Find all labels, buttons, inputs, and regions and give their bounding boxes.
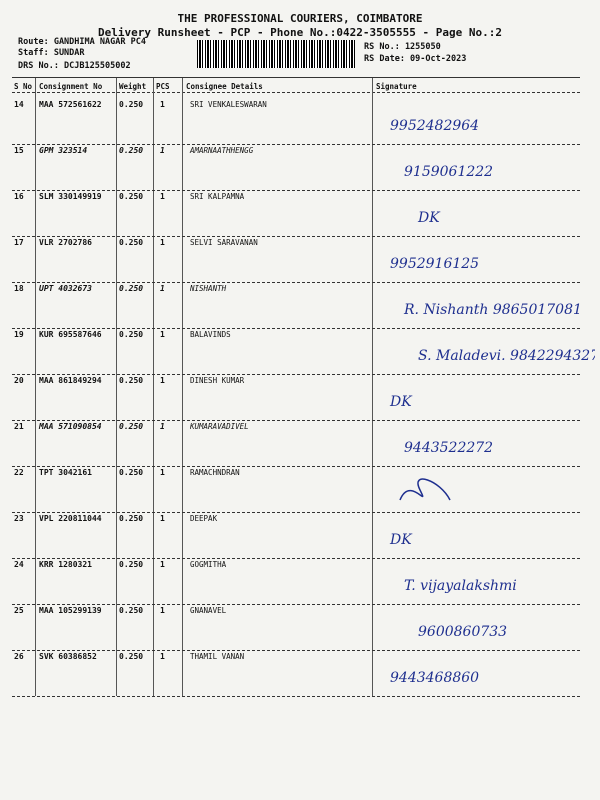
row-separator (12, 282, 580, 283)
row-sno: 21 (14, 422, 24, 431)
handwritten-signature: T. vijayalakshmi (404, 578, 517, 594)
row-consignment-no: MAA 572561622 (39, 100, 102, 109)
col-header-signature: Signature (376, 82, 417, 91)
row-separator (12, 466, 580, 467)
row-separator (12, 190, 580, 191)
handwritten-signature: 9159061222 (404, 164, 494, 180)
row-signature (380, 148, 595, 190)
row-consignee: NISHANTH (190, 284, 227, 293)
row-signature (380, 654, 595, 696)
row-sno: 19 (14, 330, 24, 339)
row-consignment-no: SLM 330149919 (39, 192, 102, 201)
row-consignment-no: SVK 60386852 (39, 652, 97, 661)
row-consignee: BALAVINDS (190, 330, 231, 339)
row-pcs: 1 (160, 238, 165, 247)
row-pcs: 1 (160, 100, 165, 109)
row-consignee: THAMIL VANAN (190, 652, 245, 661)
row-consignee: KUMARAVADIVEL (190, 422, 249, 431)
company-title: THE PROFESSIONAL COURIERS, COIMBATORE (177, 12, 423, 25)
row-consignment-no: KRR 1280321 (39, 560, 92, 569)
col-header-pcs: PCS (156, 82, 170, 91)
row-signature (380, 378, 595, 420)
row-signature (380, 240, 595, 282)
row-signature (380, 470, 595, 512)
col-header-consignee: Consignee Details (186, 82, 263, 91)
col-header-weight: Weight (119, 82, 147, 91)
row-consignee: RAMACHNDRAN (190, 468, 240, 477)
row-weight: 0.250 (119, 284, 144, 293)
row-pcs: 1 (160, 284, 165, 293)
drs-label: DRS No.: DCJB125505002 (18, 61, 131, 71)
handwritten-signature: S. Maladevi. 9842294327 (418, 348, 595, 364)
rs-date-label: RS Date: 09-Oct-2023 (364, 54, 467, 64)
row-pcs: 1 (160, 468, 165, 477)
row-separator (12, 604, 580, 605)
row-separator (12, 650, 580, 651)
row-sno: 26 (14, 652, 24, 661)
row-separator (12, 144, 580, 145)
row-consignment-no: UPT 4032673 (39, 284, 92, 293)
row-separator (12, 696, 580, 697)
row-pcs: 1 (160, 422, 165, 431)
row-consignee: DEEPAK (190, 514, 218, 523)
handwritten-signature: 9443522272 (404, 440, 494, 456)
row-consignee: SELVI SARAVANAN (190, 238, 258, 247)
row-consignee: GNANAVEL (190, 606, 227, 615)
handwritten-signature: R. Nishanth 9865017081 (404, 302, 582, 318)
row-separator (12, 374, 580, 375)
row-pcs: 1 (160, 146, 165, 155)
row-signature (380, 332, 595, 374)
row-consignment-no: VPL 220811044 (39, 514, 102, 523)
handwritten-signature: DK (390, 532, 412, 548)
row-pcs: 1 (160, 514, 165, 523)
row-consignment-no: VLR 2702786 (39, 238, 92, 247)
row-signature (380, 516, 595, 558)
row-signature (380, 562, 595, 604)
row-separator (12, 558, 580, 559)
row-pcs: 1 (160, 652, 165, 661)
handwritten-signature: DK (390, 394, 412, 410)
row-weight: 0.250 (119, 468, 144, 477)
row-weight: 0.250 (119, 100, 144, 109)
handwritten-signature: 9952916125 (390, 256, 480, 272)
handwritten-signature: DK (418, 210, 440, 226)
row-weight: 0.250 (119, 238, 144, 247)
row-signature (380, 194, 595, 236)
row-pcs: 1 (160, 192, 165, 201)
table-top-rule (12, 77, 580, 78)
row-sno: 23 (14, 514, 24, 523)
row-separator (12, 512, 580, 513)
handwritten-signature: 9952482964 (390, 118, 480, 134)
row-sno: 16 (14, 192, 24, 201)
row-consignment-no: MAA 105299139 (39, 606, 102, 615)
row-consignee: DINESH KUMAR (190, 376, 245, 385)
row-pcs: 1 (160, 606, 165, 615)
row-sno: 22 (14, 468, 24, 477)
row-consignee: AMARNAATHHENGG (190, 146, 254, 155)
barcode (197, 40, 355, 68)
row-pcs: 1 (160, 330, 165, 339)
row-weight: 0.250 (119, 422, 144, 431)
row-consignment-no: MAA 861849294 (39, 376, 102, 385)
row-pcs: 1 (160, 376, 165, 385)
row-consignment-no: MAA 571090854 (39, 422, 102, 431)
row-weight: 0.250 (119, 330, 144, 339)
col-header-sno: S No (14, 82, 33, 91)
row-separator (12, 236, 580, 237)
row-weight: 0.250 (119, 606, 144, 615)
row-sno: 18 (14, 284, 24, 293)
table-header-rule (12, 92, 580, 93)
row-separator (12, 420, 580, 421)
row-sno: 17 (14, 238, 24, 247)
row-sno: 25 (14, 606, 24, 615)
handwritten-signature: 9600860733 (418, 624, 508, 640)
route-label: Route: GANDHIMA NAGAR PC4 (18, 37, 146, 47)
row-signature (380, 424, 595, 466)
rs-no-label: RS No.: 1255050 (364, 42, 441, 52)
runsheet-title: Delivery Runsheet - PCP - Phone No.:0422-3505555 - Page No.:2 (98, 26, 502, 39)
row-consignment-no: KUR 695587646 (39, 330, 102, 339)
row-consignee: SRI KALPAMNA (190, 192, 245, 201)
row-sno: 20 (14, 376, 24, 385)
row-sno: 14 (14, 100, 24, 109)
row-weight: 0.250 (119, 514, 144, 523)
row-weight: 0.250 (119, 146, 144, 155)
row-consignment-no: GPM 323514 (39, 146, 88, 155)
row-weight: 0.250 (119, 192, 144, 201)
row-signature (380, 286, 595, 328)
row-consignee: SRI VENKALESWARAN (190, 100, 267, 109)
row-pcs: 1 (160, 560, 165, 569)
row-consignee: GOGMITHA (190, 560, 227, 569)
row-signature (380, 102, 595, 144)
handwritten-signature: 9443468860 (390, 670, 480, 686)
col-header-consignment: Consignment No (39, 82, 103, 91)
staff-label: Staff: SUNDAR (18, 48, 85, 58)
row-weight: 0.250 (119, 376, 144, 385)
row-sno: 15 (14, 146, 24, 155)
row-weight: 0.250 (119, 560, 144, 569)
row-weight: 0.250 (119, 652, 144, 661)
row-sno: 24 (14, 560, 24, 569)
row-signature (380, 608, 595, 650)
row-consignment-no: TPT 3042161 (39, 468, 92, 477)
row-separator (12, 328, 580, 329)
